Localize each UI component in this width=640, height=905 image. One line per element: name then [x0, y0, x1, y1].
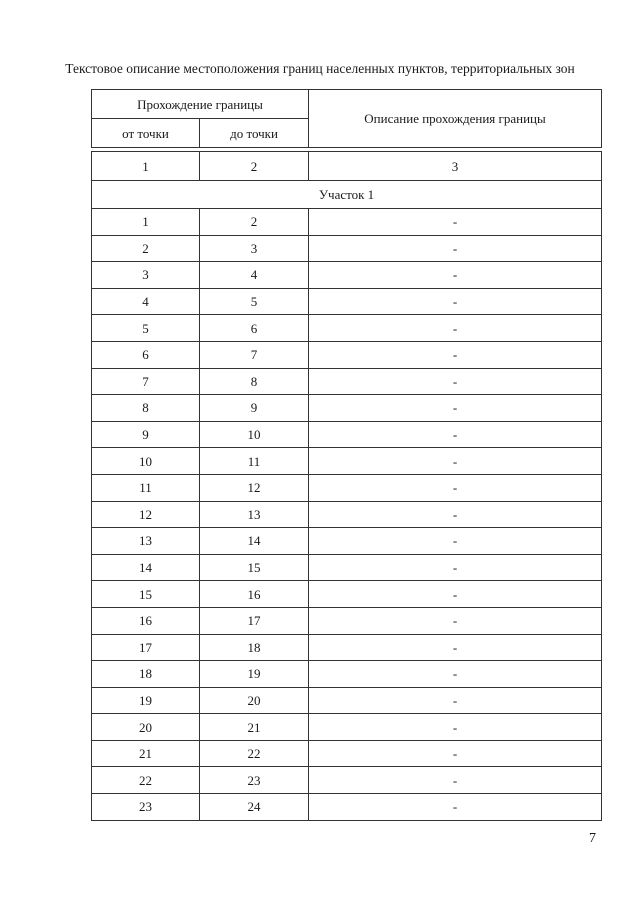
- table-row: [92, 501, 602, 528]
- cell-to-point: 22: [200, 740, 309, 767]
- column-number-3: 3: [309, 152, 602, 181]
- cell-description: -: [309, 341, 602, 368]
- cell-to-point: 24: [200, 794, 309, 821]
- cell-from-point: 13: [92, 528, 200, 555]
- cell-to-point: 15: [200, 554, 309, 581]
- table-row: [92, 634, 602, 661]
- table-row: [92, 474, 602, 501]
- table-row: [92, 395, 602, 422]
- cell-to-point: 14: [200, 528, 309, 555]
- cell-description: -: [309, 794, 602, 821]
- cell-to-point: 19: [200, 661, 309, 688]
- cell-description: -: [309, 448, 602, 475]
- cell-from-point: 18: [92, 661, 200, 688]
- cell-from-point: 1: [92, 209, 200, 236]
- table-row: [92, 607, 602, 634]
- table-row: [92, 554, 602, 581]
- cell-to-point: 10: [200, 421, 309, 448]
- cell-to-point: 21: [200, 714, 309, 741]
- cell-description: -: [309, 395, 602, 422]
- column-number-1: 1: [92, 152, 200, 181]
- cell-from-point: 16: [92, 607, 200, 634]
- cell-description: -: [309, 528, 602, 555]
- cell-to-point: 23: [200, 767, 309, 794]
- cell-to-point: 20: [200, 687, 309, 714]
- section-row: [92, 181, 602, 209]
- cell-from-point: 4: [92, 288, 200, 315]
- header-row: [92, 90, 602, 119]
- cell-from-point: 21: [92, 740, 200, 767]
- cell-from-point: 11: [92, 474, 200, 501]
- cell-to-point: 7: [200, 341, 309, 368]
- cell-from-point: 12: [92, 501, 200, 528]
- table-row: [92, 262, 602, 289]
- table-row: [92, 581, 602, 608]
- cell-to-point: 13: [200, 501, 309, 528]
- cell-from-point: 20: [92, 714, 200, 741]
- table-row: [92, 341, 602, 368]
- table-row: [92, 661, 602, 688]
- table-row: [92, 421, 602, 448]
- cell-to-point: 9: [200, 395, 309, 422]
- cell-to-point: 18: [200, 634, 309, 661]
- header-description: Описание прохождения границы: [309, 90, 602, 148]
- cell-to-point: 17: [200, 607, 309, 634]
- cell-from-point: 8: [92, 395, 200, 422]
- cell-description: -: [309, 607, 602, 634]
- header-passage: Прохождение границы: [92, 90, 309, 119]
- cell-description: -: [309, 661, 602, 688]
- table-row: [92, 368, 602, 395]
- cell-description: -: [309, 501, 602, 528]
- cell-to-point: 6: [200, 315, 309, 342]
- cell-to-point: 3: [200, 235, 309, 262]
- table-row: [92, 288, 602, 315]
- table-row: [92, 315, 602, 342]
- cell-from-point: 22: [92, 767, 200, 794]
- cell-from-point: 2: [92, 235, 200, 262]
- cell-description: -: [309, 714, 602, 741]
- cell-description: -: [309, 209, 602, 236]
- table-row: [92, 767, 602, 794]
- cell-from-point: 7: [92, 368, 200, 395]
- cell-to-point: 8: [200, 368, 309, 395]
- cell-description: -: [309, 767, 602, 794]
- cell-to-point: 12: [200, 474, 309, 501]
- cell-description: -: [309, 474, 602, 501]
- cell-description: -: [309, 235, 602, 262]
- cell-from-point: 23: [92, 794, 200, 821]
- column-number-row: [92, 152, 602, 181]
- cell-to-point: 5: [200, 288, 309, 315]
- table-row: [92, 714, 602, 741]
- cell-description: -: [309, 687, 602, 714]
- header-to-point: до точки: [200, 119, 309, 148]
- cell-from-point: 19: [92, 687, 200, 714]
- cell-to-point: 16: [200, 581, 309, 608]
- cell-from-point: 3: [92, 262, 200, 289]
- section-label: Участок 1: [92, 181, 602, 209]
- cell-description: -: [309, 288, 602, 315]
- table-row: [92, 528, 602, 555]
- cell-description: -: [309, 368, 602, 395]
- cell-from-point: 5: [92, 315, 200, 342]
- table-row: [92, 687, 602, 714]
- cell-description: -: [309, 421, 602, 448]
- cell-description: -: [309, 740, 602, 767]
- header-from-point: от точки: [92, 119, 200, 148]
- column-number-2: 2: [200, 152, 309, 181]
- cell-from-point: 15: [92, 581, 200, 608]
- cell-description: -: [309, 315, 602, 342]
- cell-from-point: 9: [92, 421, 200, 448]
- page-number: 7: [589, 831, 596, 846]
- table-row: [92, 740, 602, 767]
- cell-to-point: 2: [200, 209, 309, 236]
- cell-from-point: 17: [92, 634, 200, 661]
- table-row: [92, 209, 602, 236]
- cell-from-point: 6: [92, 341, 200, 368]
- cell-from-point: 10: [92, 448, 200, 475]
- cell-description: -: [309, 634, 602, 661]
- cell-from-point: 14: [92, 554, 200, 581]
- boundary-table: [91, 89, 602, 821]
- cell-description: -: [309, 581, 602, 608]
- table-row: [92, 448, 602, 475]
- cell-to-point: 11: [200, 448, 309, 475]
- page-title: Текстовое описание местоположения границ населенных пунктов, территориальных зон: [65, 61, 575, 76]
- table-row: [92, 794, 602, 821]
- cell-description: -: [309, 262, 602, 289]
- cell-to-point: 4: [200, 262, 309, 289]
- cell-description: -: [309, 554, 602, 581]
- table-row: [92, 235, 602, 262]
